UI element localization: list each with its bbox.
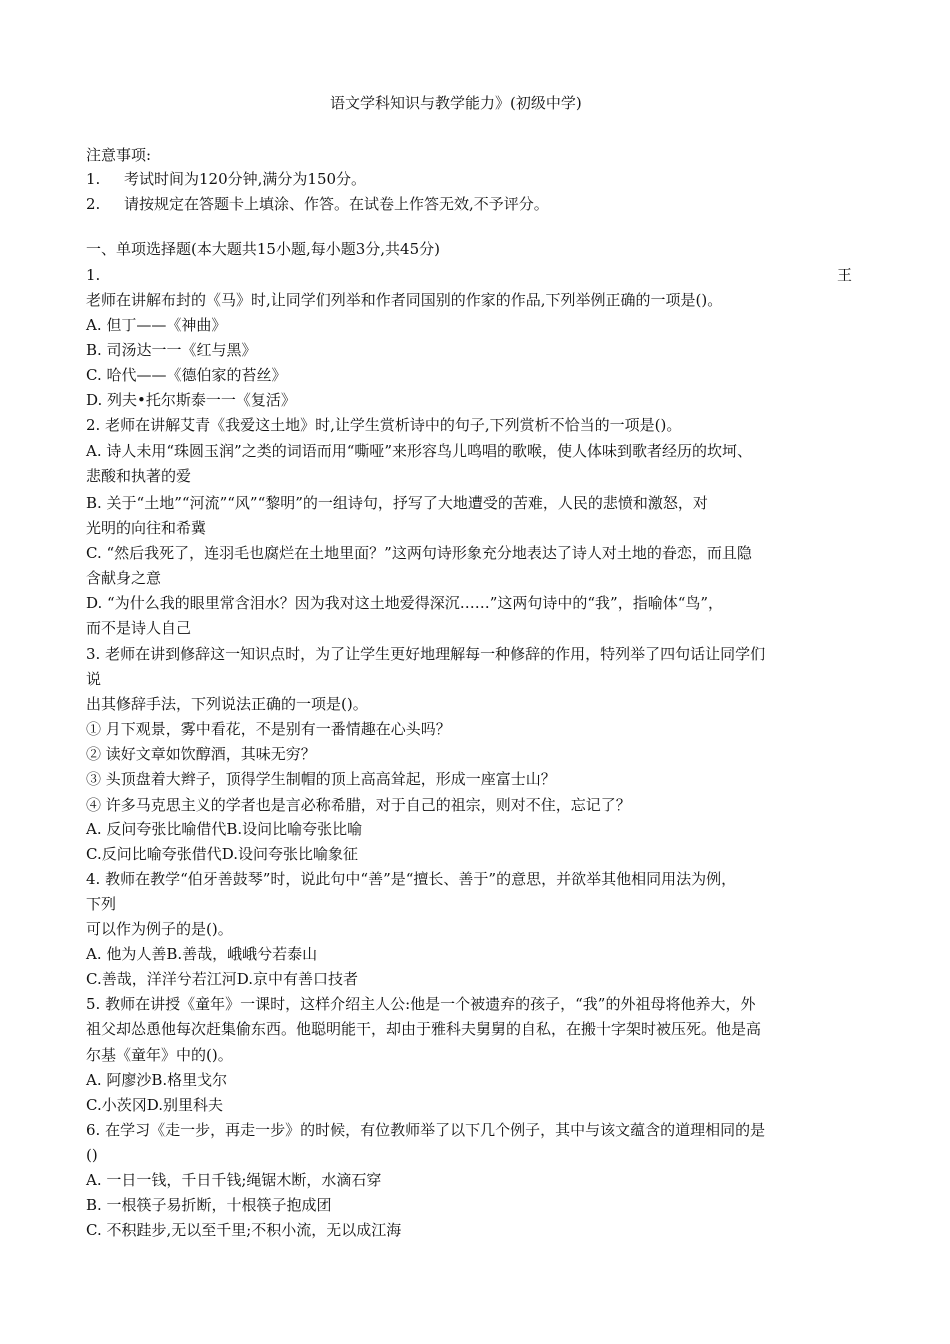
question-line: 而不是诗人自己 — [86, 619, 192, 637]
question-line: 尔基《童年》中的()。 — [86, 1046, 233, 1064]
question-line: 5. 教师在讲授《童年》一课时，这样介绍主人公:他是一个被遗弃的孩子，“我”的外祖母将他养大，外 — [86, 995, 756, 1013]
question-text-fragment: 王 — [837, 266, 853, 284]
notice-item — [86, 191, 549, 217]
question-line: A. 一日一钱，千日千钱;绳锯木断，水滴石穿 — [86, 1171, 382, 1189]
question-line: 老师在讲解布封的《马》时,让同学们列举和作者同国别的作家的作品,下列举例正确的一项是()。 — [86, 291, 723, 309]
question-line: 6. 在学习《走一步，再走一步》的时候，有位教师举了以下几个例子，其中与该文蕴含的道理相同的是 — [86, 1121, 766, 1139]
question-line: A. 他为人善B.善哉，峨峨兮若泰山 — [86, 945, 318, 963]
notice-text: 请按规定在答题卡上填涂、作答。在试卷上作答无效,不予评分。 — [124, 195, 549, 213]
question-line: 4. 教师在教学“伯牙善鼓琴”时，说此句中“善”是“擅长、善于”的意思，并欲举其他相同用法为例， — [86, 870, 737, 888]
question-line: 2. 老师在讲解艾青《我爱这土地》时,让学生赏析诗中的句子,下列赏析不恰当的一项是()。 — [86, 416, 682, 434]
question-line: 光明的向往和希冀 — [86, 519, 207, 537]
question-line: C. “然后我死了，连羽毛也腐烂在土地里面？”这两句诗形象充分地表达了诗人对土地的眷恋，而且隐 — [86, 544, 752, 562]
question-line: C.善哉，洋洋兮若江河D.京中有善口技者 — [86, 970, 358, 988]
question-line: A. 但丁——《神曲》 — [86, 316, 227, 334]
question-line: 3. 老师在讲到修辞这一知识点时，为了让学生更好地理解每一种修辞的作用，特列举了四句话让同学们 — [86, 645, 766, 663]
question-line: B. 一根筷子易折断，十根筷子抱成团 — [86, 1196, 332, 1214]
question-line: A. 诗人未用“珠圆玉润”之类的词语而用“嘶哑”来形容鸟儿鸣唱的歌喉，使人体味到歌者经历的坎坷、 — [86, 442, 753, 460]
question-line: A. 反问夸张比喻借代B.设问比喻夸张比喻 — [86, 820, 363, 838]
question-line: C. 不积跬步,无以至千里;不积小流，无以成江海 — [86, 1221, 402, 1239]
question-number: 1. — [86, 266, 101, 284]
question-line: 可以作为例子的是()。 — [86, 920, 233, 938]
question-line: B. 司汤达一一《红与黑》 — [86, 341, 257, 359]
question-line: ③ 头顶盘着大辫子，顶得学生制帽的顶上高高耸起，形成一座富士山？ — [86, 770, 556, 788]
notice-number: 1. — [86, 170, 101, 188]
question-line: C. 哈代——《德伯家的苔丝》 — [86, 366, 287, 384]
question-line: 出其修辞手法，下列说法正确的一项是()。 — [86, 695, 368, 713]
section-title: 一、单项选择题(本大题共15小题,每小题3分,共45分) — [86, 240, 440, 258]
question-line: A. 阿廖沙B.格里戈尔 — [86, 1071, 228, 1089]
question-line: ② 读好文章如饮醇酒，其味无穷？ — [86, 745, 316, 763]
question-line: () — [86, 1146, 98, 1164]
page-title: 语文学科知识与教学能力》(初级中学) — [330, 94, 582, 112]
question-line: C.反问比喻夸张借代D.设问夸张比喻象征 — [86, 845, 358, 863]
question-line: 祖父却怂恿他每次赶集偷东西。他聪明能干，却由于雅科夫舅舅的自私，在搬十字架时被压死。他是高 — [86, 1020, 762, 1038]
question-line: 含献身之意 — [86, 569, 162, 587]
question-line: B. 关于“土地”“河流”“风”“黎明”的一组诗句，抒写了大地遭受的苦难，人民的悲愤和激怒，对 — [86, 494, 708, 512]
question-line: 悲酸和执著的爱 — [86, 467, 192, 485]
notice-item — [86, 166, 366, 192]
notice-number: 2. — [86, 195, 101, 213]
notice-header: 注意事项: — [86, 146, 152, 164]
question-line: ④ 许多马克思主义的学者也是言必称希腊，对于自己的祖宗，则对不住，忘记了？ — [86, 796, 631, 814]
question-line: 说 — [86, 670, 102, 688]
question-line: D. “为什么我的眼里常含泪水？因为我对这土地爱得深沉……”这两句诗中的“我”，指喻体“鸟”， — [86, 594, 724, 612]
question-line: 下列 — [86, 895, 117, 913]
notice-text: 考试时间为120分钟,满分为150分。 — [124, 170, 367, 188]
question-line: ① 月下观景，雾中看花，不是别有一番情趣在心头吗？ — [86, 720, 451, 738]
question-line: C.小茨冈D.别里科夫 — [86, 1096, 223, 1114]
question-line: D. 列夫•托尔斯泰一一《复活》 — [86, 391, 296, 409]
